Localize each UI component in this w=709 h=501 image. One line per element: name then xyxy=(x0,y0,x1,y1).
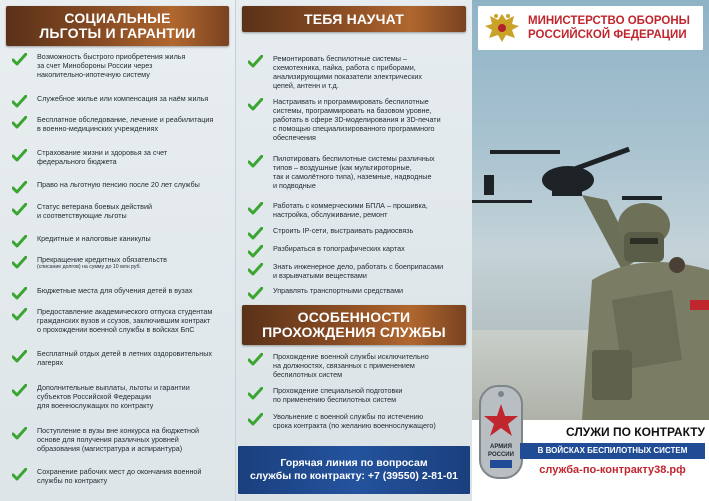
list-item xyxy=(12,307,227,334)
list-item xyxy=(248,262,464,280)
list-item-text: Работать с коммерческими БПЛА – прошивка, настройка, обслуживание, ремонт xyxy=(273,201,428,219)
hotline-banner: Горячая линия по вопросам службы по контракту: +7 (39550) 2-81-01 xyxy=(238,446,470,494)
check-icon xyxy=(248,387,263,400)
check-icon xyxy=(12,203,27,216)
check-icon xyxy=(12,256,27,269)
list-item xyxy=(248,154,464,190)
contract-website-link[interactable]: служба-по-контракту38.рф xyxy=(539,464,686,476)
list-item xyxy=(12,426,227,453)
list-item xyxy=(12,286,227,300)
drone-icon xyxy=(472,147,662,203)
check-icon xyxy=(248,227,263,240)
list-item-text: Управлять транспортными средствами xyxy=(273,286,404,295)
list-item-text: Разбираться в топографических картах xyxy=(273,244,405,253)
list-item-text: Прохождение специальной подготовки по применению беспилотных систем xyxy=(273,386,403,404)
list-item-text: Прохождение военной службы исключительно на должностях, связанных с применением беспилотных систем xyxy=(273,352,429,379)
check-icon xyxy=(248,287,263,300)
list-item-text: Поступление в вузы вне конкурса на бюджетной основе для получения различных уровней образования (магистратура и аспирантура) xyxy=(37,426,199,453)
list-item-text: Прекращение кредитных обязательств (списание долгов) на сумму до 10 млн руб. xyxy=(37,255,167,270)
army-tag-icon xyxy=(478,380,524,480)
list-item-text: Сохранение рабочих мест до окончания военной службы по контракту xyxy=(37,467,202,485)
list-item xyxy=(12,255,227,270)
list-item-text: Бюджетные места для обучения детей в вузах xyxy=(37,286,193,295)
list-item xyxy=(248,201,464,219)
list-item-text: Бесплатное обследование, лечение и реабилитация в военно-медицинских учреждениях xyxy=(37,115,214,133)
list-item-text: Статус ветерана боевых действий и соответствующие льготы xyxy=(37,202,153,220)
check-icon xyxy=(12,235,27,248)
check-icon xyxy=(248,413,263,426)
check-icon xyxy=(12,149,27,162)
contract-title: СЛУЖИ ПО КОНТРАКТУ xyxy=(565,425,705,439)
list-item xyxy=(12,467,227,485)
benefits-panel xyxy=(0,0,236,501)
list-item-text: Строить IP-сети, выстраивать радиосвязь xyxy=(273,226,414,235)
list-item-text: Предоставление академического отпуска студентам гражданских вузов и ссузов, заключившим контракт о прохождении военной службы в войсках БпС xyxy=(37,307,213,334)
list-item-text: Увольнение с военной службы по истечению срока контракта (по желанию военнослужащего) xyxy=(273,412,436,430)
check-icon xyxy=(248,55,263,68)
list-item xyxy=(12,52,227,79)
list-item-text: Служебное жилье или компенсация за наём жилья xyxy=(37,94,209,103)
debt-note: (списание долгов) на сумму до 10 млн руб. xyxy=(37,264,141,270)
list-item xyxy=(12,234,227,248)
check-icon xyxy=(248,263,263,276)
check-icon xyxy=(12,350,27,363)
list-item xyxy=(248,97,464,142)
check-icon xyxy=(248,353,263,366)
list-item xyxy=(12,94,227,108)
list-item-text: Ремонтировать беспилотные системы – схемотехника, пайка, работа с приборами, анализирующими показатели электрических цепей, антенн и т.д. xyxy=(273,54,423,90)
svg-text:АРМИЯ: АРМИЯ xyxy=(490,444,512,450)
list-item xyxy=(248,352,464,379)
list-item-text: Настраивать и программировать беспилотные системы, программировать на базовом уровне, работать в сфере 3D-моделирования и 3D-печати с помощью специализированного программного обеспечения xyxy=(273,97,441,142)
list-item-text: Бесплатный отдых детей в летних оздоровительных лагерях xyxy=(37,349,213,367)
check-icon xyxy=(12,116,27,129)
check-icon xyxy=(248,155,263,168)
training-header: ТЕБЯ НАУЧАТ xyxy=(242,6,466,32)
ministry-logo-box xyxy=(478,6,703,50)
soldier-illustration xyxy=(472,0,709,420)
list-item xyxy=(248,286,464,300)
contract-subtitle: В ВОЙСКАХ БЕСПИЛОТНЫХ СИСТЕМ xyxy=(520,443,705,459)
check-icon xyxy=(12,384,27,397)
list-item-text: Дополнительные выплаты, льготы и гарантии субъектов Российской Федерации для военнослужащих по контракту xyxy=(37,383,190,410)
svg-text:РОССИИ: РОССИИ xyxy=(488,452,514,458)
check-icon xyxy=(12,427,27,440)
list-item xyxy=(12,115,227,133)
double-headed-eagle-icon xyxy=(482,8,522,48)
list-item-text: Страхование жизни и здоровья за счет федерального бюджета xyxy=(37,148,168,166)
list-item xyxy=(248,244,464,258)
list-item-text: Право на льготную пенсию после 20 лет службы xyxy=(37,180,200,189)
service-features-header: ОСОБЕННОСТИ ПРОХОЖДЕНИЯ СЛУЖБЫ xyxy=(242,305,466,345)
benefits-header: СОЦИАЛЬНЫЕ ЛЬГОТЫ И ГАРАНТИИ xyxy=(6,6,229,46)
list-item xyxy=(248,226,464,240)
list-item xyxy=(12,383,227,410)
check-icon xyxy=(248,245,263,258)
check-icon xyxy=(12,287,27,300)
check-icon xyxy=(12,181,27,194)
list-item-text: Пилотировать беспилотные системы различных типов – воздушные (как мультироторные, так и самолётного типа), наземные, надводные и подводные xyxy=(273,154,435,190)
check-icon xyxy=(248,98,263,111)
check-icon xyxy=(12,53,27,66)
training-panel xyxy=(236,0,472,501)
ministry-title: МИНИСТЕРСТВО ОБОРОНЫ РОССИЙСКОЙ ФЕДЕРАЦИИ xyxy=(528,15,690,41)
list-item xyxy=(12,349,227,367)
check-icon xyxy=(248,202,263,215)
list-item-text: Возможность быстрого приобретения жилья за счет Минобороны России через накопительно-ипотечную систему xyxy=(37,52,186,79)
list-item-text: Кредитные и налоговые каникулы xyxy=(37,234,151,243)
check-icon xyxy=(12,95,27,108)
list-item-text: Знать инженерное дело, работать с боеприпасами и взрывчатыми веществами xyxy=(273,262,444,280)
check-icon xyxy=(12,308,27,321)
list-item xyxy=(12,202,227,220)
list-item xyxy=(12,148,227,166)
list-item xyxy=(248,54,464,90)
check-icon xyxy=(12,468,27,481)
list-item xyxy=(248,412,464,430)
list-item xyxy=(12,180,227,194)
list-item xyxy=(248,386,464,404)
